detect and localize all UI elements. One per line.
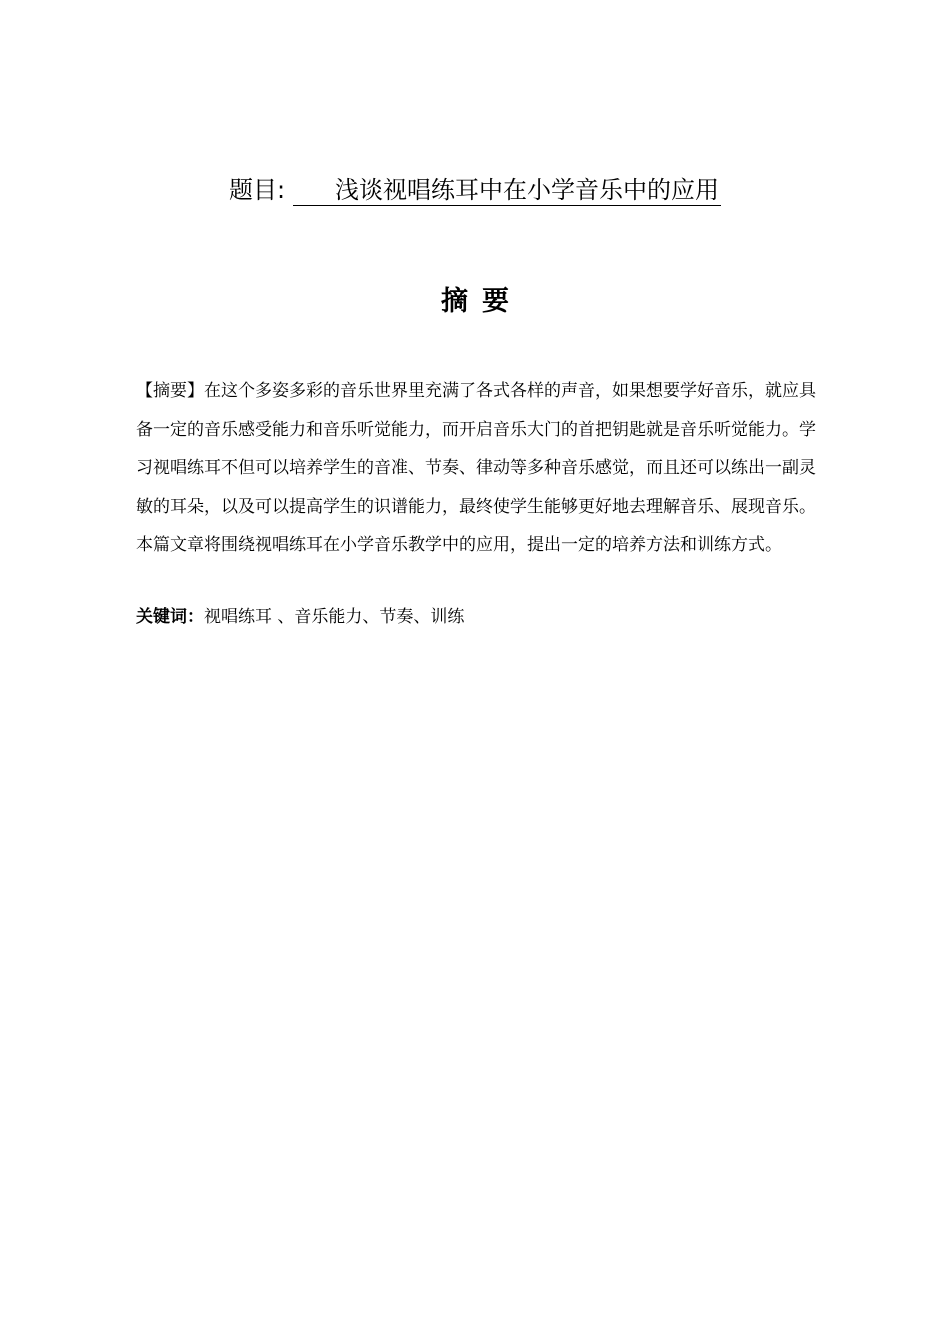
abstract-text: 在这个多姿多彩的音乐世界里充满了各式各样的声音，如果想要学好音乐，就应具备一定的音乐感受能力和音乐听觉能力，而开启音乐大门的首把钥匙就是音乐听觉能力。学习视唱练耳不但可以培养学生的音准、节奏、律动等多种音乐感觉，而且还可以练出一副灵敏的耳朵，以及可以提高学生的识谱能力，最终使学生能够更好地去理解音乐、展现音乐。本篇文章将围绕视唱练耳在小学音乐教学中的应用，提出一定的培养方法和训练方式。 <box>136 381 816 555</box>
thesis-title <box>0 172 950 208</box>
keywords-text: 视唱练耳 、音乐能力、节奏、训练 <box>204 607 465 627</box>
title-label: 题目: <box>228 176 286 204</box>
keywords-label: 关键词： <box>136 607 204 627</box>
keywords-line <box>136 600 816 634</box>
abstract-paragraph <box>136 372 816 565</box>
abstract-label: 【摘要】 <box>136 381 204 401</box>
title-text: 浅谈视唱练耳中在小学音乐中的应用 <box>293 175 721 206</box>
abstract-heading: 摘要 <box>441 286 523 317</box>
